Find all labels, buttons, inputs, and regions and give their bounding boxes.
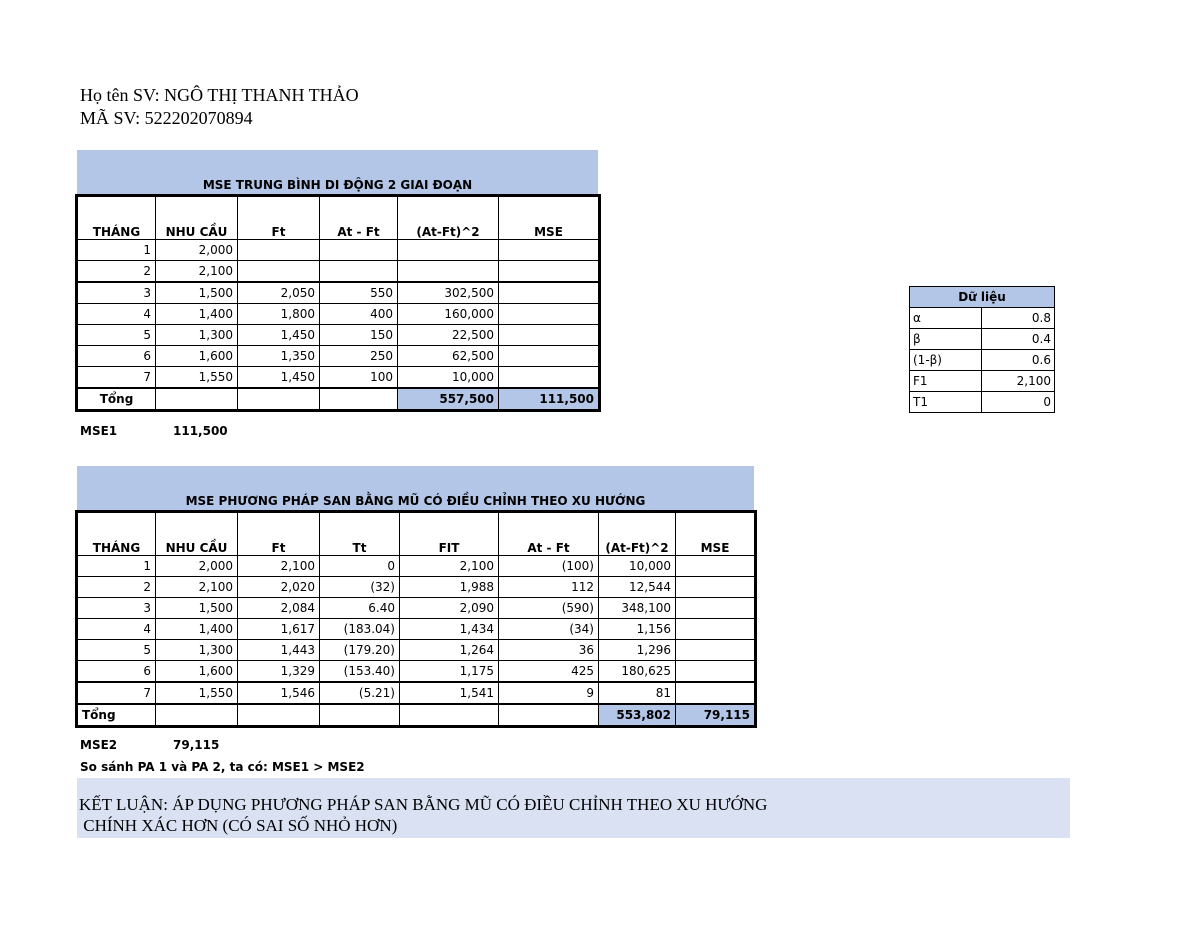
- table-cell: (34): [499, 619, 599, 640]
- table-cell: 1,300: [156, 325, 238, 346]
- table-row: [78, 619, 755, 640]
- table-cell: 1,175: [400, 661, 499, 683]
- parameter-value: 0.4: [982, 329, 1055, 350]
- table-cell: 2,050: [238, 282, 320, 304]
- parameter-value: 0: [982, 392, 1055, 413]
- table-row: [78, 367, 599, 389]
- table-cell: [398, 261, 499, 283]
- table-row: [78, 325, 599, 346]
- table-cell: 10,000: [398, 367, 499, 389]
- mse1-label: MSE1: [80, 424, 118, 438]
- table1-title: [77, 150, 598, 196]
- table-cell: 1,350: [238, 346, 320, 367]
- table-cell: 2,020: [238, 577, 320, 598]
- parameter-name: β: [910, 329, 982, 350]
- table2-header-row: [78, 513, 755, 556]
- col-mse: MSE: [676, 513, 755, 556]
- table1-title-text: MSE TRUNG BÌNH DI ĐỘNG 2 GIAI ĐOẠN: [202, 178, 473, 192]
- comparison-text: So sánh PA 1 và PA 2, ta có: MSE1 > MSE2: [80, 760, 365, 774]
- table-cell: [156, 388, 238, 410]
- table-cell: [238, 704, 320, 726]
- mse1-line: [80, 424, 228, 438]
- table-cell: 7: [78, 367, 156, 389]
- table-cell: (183.04): [320, 619, 400, 640]
- conclusion-box: [77, 778, 1070, 838]
- parameter-name: T1: [910, 392, 982, 413]
- table1-header-row: [78, 197, 599, 240]
- parameter-row: [910, 350, 1055, 371]
- table-cell: 4: [78, 619, 156, 640]
- table-cell: [499, 304, 599, 325]
- table-cell: 1,400: [156, 619, 238, 640]
- table-cell: [156, 704, 238, 726]
- table-cell: 10,000: [599, 556, 676, 577]
- table-cell: 1,300: [156, 640, 238, 661]
- mse2-value: 79,115: [173, 738, 220, 752]
- table-cell: 5: [78, 325, 156, 346]
- table-cell: [238, 388, 320, 410]
- exponential-smoothing-table: [77, 512, 755, 726]
- conclusion-line-1: KẾT LUẬN: ÁP DỤNG PHƯƠNG PHÁP SAN BẰNG MŨ CÓ ĐIỀU CHỈNH THEO XU HƯỚNG: [79, 795, 768, 814]
- table-cell: 1,450: [238, 367, 320, 389]
- parameter-value: 2,100: [982, 371, 1055, 392]
- table-cell: 1,450: [238, 325, 320, 346]
- student-info: [80, 84, 359, 130]
- table-cell: 1,600: [156, 661, 238, 683]
- table-cell: (32): [320, 577, 400, 598]
- table-cell: 6.40: [320, 598, 400, 619]
- parameter-value: 0.6: [982, 350, 1055, 371]
- table-row: [78, 346, 599, 367]
- parameter-name: (1-β): [910, 350, 982, 371]
- table-cell: 1,156: [599, 619, 676, 640]
- total-row: [78, 388, 599, 410]
- table-row: [78, 556, 755, 577]
- table-cell: 6: [78, 346, 156, 367]
- table-cell: 62,500: [398, 346, 499, 367]
- mse2-line: [80, 738, 220, 752]
- mse2-label: MSE2: [80, 738, 118, 752]
- table-cell: 180,625: [599, 661, 676, 683]
- table-cell: [320, 240, 398, 261]
- student-name: Họ tên SV: NGÔ THỊ THANH THẢO: [80, 85, 359, 105]
- col-demand: NHU CẦU: [156, 513, 238, 556]
- table-cell: 100: [320, 367, 398, 389]
- col-mse: MSE: [499, 197, 599, 240]
- table-cell: 1,434: [400, 619, 499, 640]
- parameter-name: α: [910, 308, 982, 329]
- conclusion-line-2: CHÍNH XÁC HƠN (CÓ SAI SỐ NHỎ HƠN): [79, 816, 398, 835]
- table-row: [78, 282, 599, 304]
- table-cell: 1,550: [156, 682, 238, 704]
- table-cell: [499, 367, 599, 389]
- table-cell: 425: [499, 661, 599, 683]
- table-cell: 2,084: [238, 598, 320, 619]
- table-cell: (590): [499, 598, 599, 619]
- col-error: At - Ft: [320, 197, 398, 240]
- col-ft: Ft: [238, 513, 320, 556]
- total-squared-error: 553,802: [599, 704, 676, 726]
- table-row: [78, 304, 599, 325]
- table-cell: [499, 346, 599, 367]
- table-cell: 112: [499, 577, 599, 598]
- table-cell: 2,000: [156, 240, 238, 261]
- table-cell: [400, 704, 499, 726]
- parameters-table: [909, 286, 1055, 413]
- col-squared-error: (At-Ft)^2: [599, 513, 676, 556]
- table-cell: [499, 240, 599, 261]
- table-cell: 3: [78, 282, 156, 304]
- table-cell: 1,541: [400, 682, 499, 704]
- total-mse: 79,115: [676, 704, 755, 726]
- table-cell: 250: [320, 346, 398, 367]
- table-row: [78, 240, 599, 261]
- table-cell: 2,100: [156, 577, 238, 598]
- table-cell: 4: [78, 304, 156, 325]
- table-cell: 1,329: [238, 661, 320, 683]
- table-row: [78, 577, 755, 598]
- parameter-row: [910, 329, 1055, 350]
- table-cell: [676, 577, 755, 598]
- table-cell: 1,546: [238, 682, 320, 704]
- table-cell: 7: [78, 682, 156, 704]
- parameters-title: Dữ liệu: [910, 287, 1055, 308]
- table-cell: 2,100: [156, 261, 238, 283]
- table-cell: 150: [320, 325, 398, 346]
- table-cell: [676, 598, 755, 619]
- table-cell: 400: [320, 304, 398, 325]
- table-cell: 2: [78, 577, 156, 598]
- table-cell: 2,000: [156, 556, 238, 577]
- table-cell: [499, 704, 599, 726]
- table-cell: [238, 240, 320, 261]
- col-ft: Ft: [238, 197, 320, 240]
- col-month: THÁNG: [78, 197, 156, 240]
- moving-average-table: [77, 196, 599, 410]
- parameter-name: F1: [910, 371, 982, 392]
- table-cell: 3: [78, 598, 156, 619]
- table-cell: 1,443: [238, 640, 320, 661]
- parameter-row: [910, 308, 1055, 329]
- table-cell: 5: [78, 640, 156, 661]
- table-cell: [499, 282, 599, 304]
- table-cell: [320, 388, 398, 410]
- table2-title-text: MSE PHƯƠNG PHÁP SAN BẰNG MŨ CÓ ĐIỀU CHỈNH THEO XU HƯỚNG: [185, 494, 646, 508]
- table-cell: 1,500: [156, 598, 238, 619]
- table-cell: 0: [320, 556, 400, 577]
- parameter-value: 0.8: [982, 308, 1055, 329]
- table-cell: 22,500: [398, 325, 499, 346]
- table-cell: 2,090: [400, 598, 499, 619]
- col-fit: FIT: [400, 513, 499, 556]
- table-cell: 1,500: [156, 282, 238, 304]
- table-cell: 2,100: [400, 556, 499, 577]
- table-row: [78, 640, 755, 661]
- table-cell: 302,500: [398, 282, 499, 304]
- table-cell: 9: [499, 682, 599, 704]
- total-label: Tổng: [78, 388, 156, 410]
- col-demand: NHU CẦU: [156, 197, 238, 240]
- table-cell: 1,264: [400, 640, 499, 661]
- table-cell: 1: [78, 556, 156, 577]
- col-squared-error: (At-Ft)^2: [398, 197, 499, 240]
- total-label: Tổng: [78, 704, 156, 726]
- table-cell: 348,100: [599, 598, 676, 619]
- table2-title: [77, 466, 754, 512]
- table-cell: 160,000: [398, 304, 499, 325]
- table-cell: [676, 640, 755, 661]
- col-error: At - Ft: [499, 513, 599, 556]
- table-cell: 1,296: [599, 640, 676, 661]
- table-row: [78, 682, 755, 704]
- table-cell: [499, 325, 599, 346]
- table-cell: (153.40): [320, 661, 400, 683]
- table-cell: 1,988: [400, 577, 499, 598]
- table-cell: [320, 261, 398, 283]
- table-cell: 1,550: [156, 367, 238, 389]
- table-cell: 36: [499, 640, 599, 661]
- mse1-value: 111,500: [173, 424, 228, 438]
- table-cell: 1,400: [156, 304, 238, 325]
- table-cell: 1: [78, 240, 156, 261]
- table-cell: [676, 682, 755, 704]
- parameter-row: [910, 371, 1055, 392]
- table-cell: 81: [599, 682, 676, 704]
- total-squared-error: 557,500: [398, 388, 499, 410]
- table-cell: 6: [78, 661, 156, 683]
- table-cell: 1,800: [238, 304, 320, 325]
- table-cell: [398, 240, 499, 261]
- table-row: [78, 261, 599, 283]
- table-cell: [499, 261, 599, 283]
- table-cell: 1,617: [238, 619, 320, 640]
- total-row: [78, 704, 755, 726]
- col-month: THÁNG: [78, 513, 156, 556]
- table-cell: (179.20): [320, 640, 400, 661]
- table-row: [78, 598, 755, 619]
- table-cell: 1,600: [156, 346, 238, 367]
- table-cell: 2,100: [238, 556, 320, 577]
- table-row: [78, 661, 755, 683]
- table-cell: 12,544: [599, 577, 676, 598]
- col-tt: Tt: [320, 513, 400, 556]
- table-cell: [676, 619, 755, 640]
- table-cell: [676, 556, 755, 577]
- table-cell: [320, 704, 400, 726]
- table-cell: (100): [499, 556, 599, 577]
- table-cell: (5.21): [320, 682, 400, 704]
- table-cell: 2: [78, 261, 156, 283]
- table-cell: [238, 261, 320, 283]
- total-mse: 111,500: [499, 388, 599, 410]
- parameter-row: [910, 392, 1055, 413]
- table-cell: [676, 661, 755, 683]
- student-id: MÃ SV: 522202070894: [80, 108, 253, 128]
- table-cell: 550: [320, 282, 398, 304]
